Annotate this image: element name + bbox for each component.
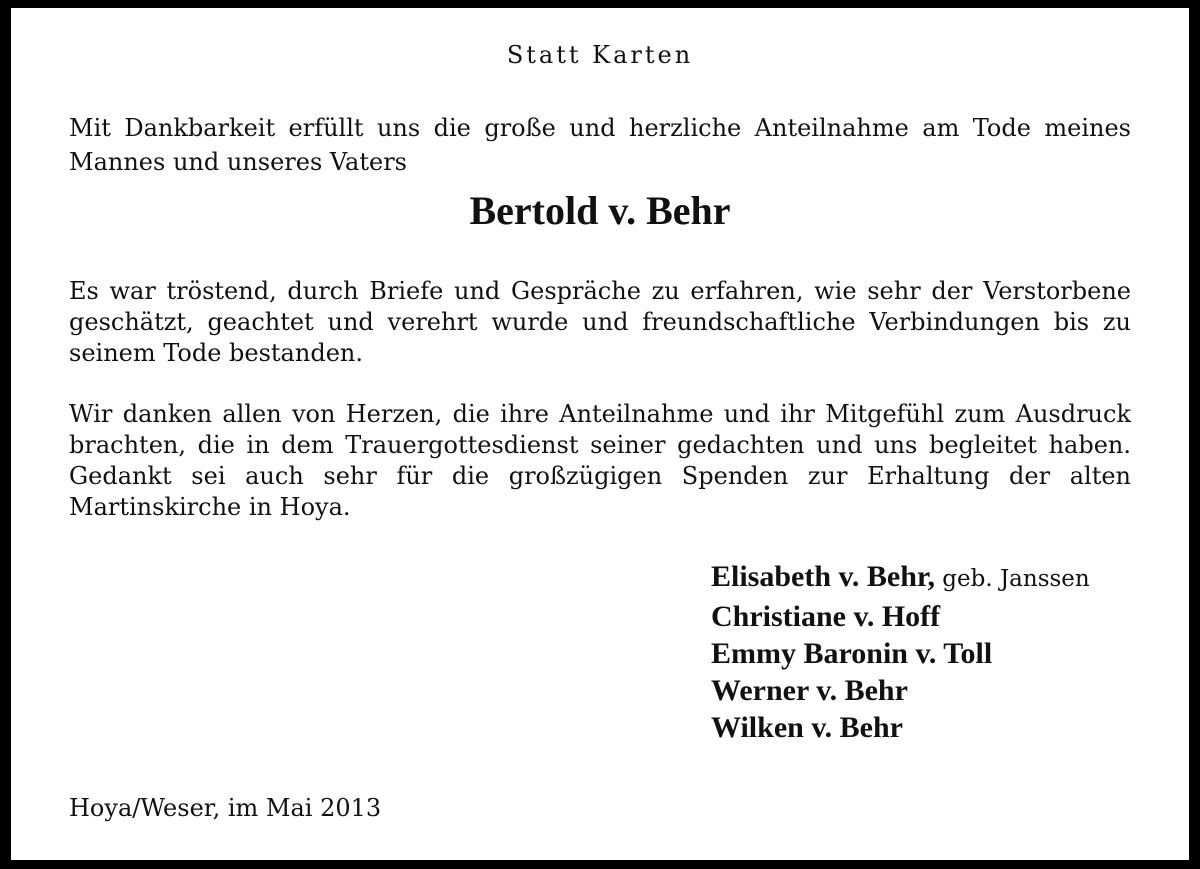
- intro-text: Mit Dankbarkeit erfüllt uns die große und herzliche Anteilnahme am Tode meines Mannes und unseres Vaters: [69, 114, 1131, 176]
- notice-header: Statt Karten: [506, 41, 694, 69]
- signatory-name: Elisabeth v. Behr,: [711, 560, 935, 593]
- paragraph-thanks: Wir danken allen von Herzen, die ihre Anteilnahme und ihr Mitgefühl zum Ausdruck brachten, die in dem Trauergottesdienst seiner gedachten und uns begleitet haben. Gedankt sei auch sehr für die großzügigen Spenden zur Erhaltung der alten Martinskirche in Hoya.: [69, 400, 1131, 521]
- signatory-emmy: Emmy Baronin v. Toll: [711, 637, 993, 670]
- signatory-werner: Werner v. Behr: [711, 674, 908, 707]
- paragraph-consolation: Es war tröstend, durch Briefe und Gespräche zu erfahren, wie sehr der Verstorbene geschätzt, geachtet und verehrt wurde und freundschaftliche Verbindungen bis zu seinem Tode bestanden.: [69, 277, 1131, 367]
- signatory-christiane: Christiane v. Hoff: [711, 600, 941, 633]
- signatory-birth-name: geb. Janssen: [934, 566, 1090, 592]
- signatory-wilken: Wilken v. Behr: [711, 711, 903, 744]
- place-date: Hoya/Weser, im Mai 2013: [69, 794, 382, 822]
- signatory-elisabeth: [711, 560, 1090, 596]
- deceased-name: Bertold v. Behr: [469, 188, 731, 233]
